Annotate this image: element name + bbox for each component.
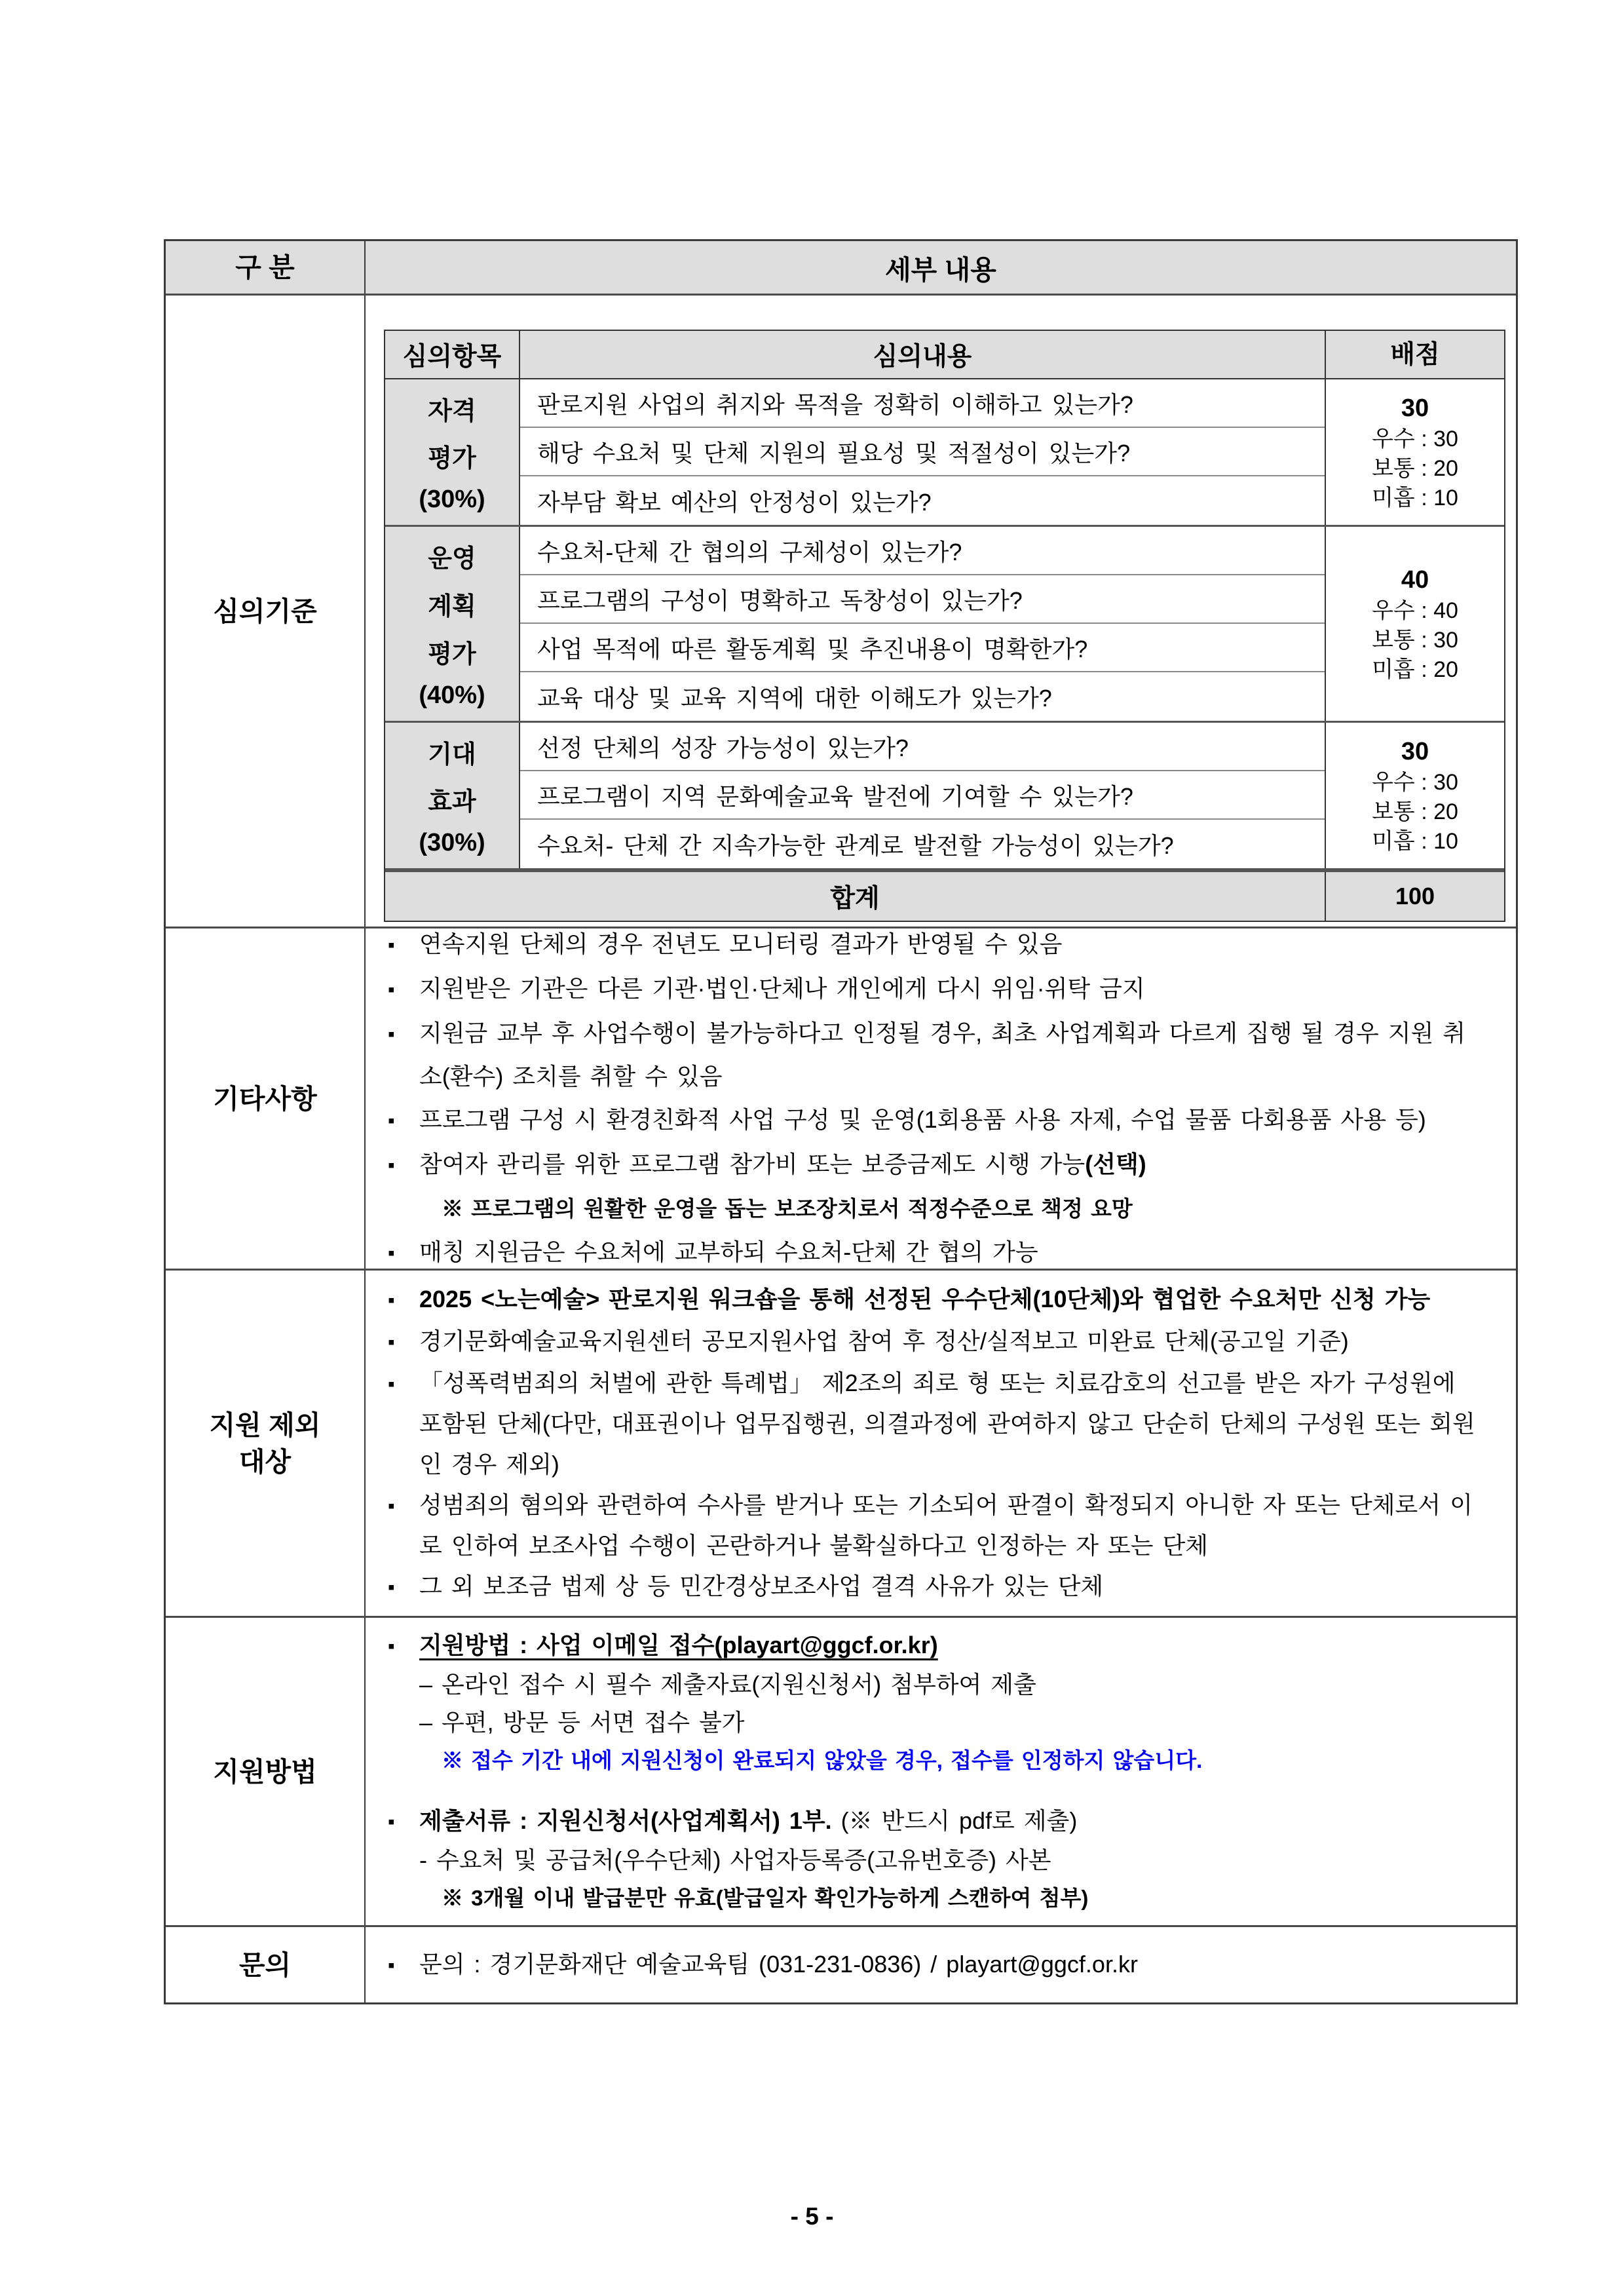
bullet-marker: ▪ [388, 1954, 395, 1976]
method-title: 지원방법 : 사업 이메일 접수(playart@ggcf.or.kr) [419, 1631, 938, 1658]
contact-content [366, 1927, 1516, 2002]
list-item-text: 매칭 지원금은 수요처에 교부하되 수요처-단체 간 협의 가능 [419, 1238, 1038, 1265]
list-item-text: 2025 <노는예술> 판로지원 워크숍을 통해 선정된 우수단체(10단체)와 협업한 수요처만 신청 가능 [419, 1285, 1431, 1312]
list-item [388, 1279, 1487, 1321]
list-item [388, 1321, 1487, 1363]
list-item [388, 1802, 1487, 1841]
section3-label-line: 기대 [428, 740, 476, 769]
method-content [366, 1618, 1516, 1925]
criteria-question: 해당 수요처 및 단체 지원의 필요성 및 적절성이 있는가? [520, 428, 1325, 476]
score-line: 우수 : 30 [1372, 769, 1458, 795]
inner-header-content: 심의내용 [520, 331, 1326, 378]
criteria-question: 수요처-단체 간 협의의 구체성이 있는가? [520, 527, 1325, 575]
bullet-marker: ▪ [388, 1331, 395, 1353]
bullet-marker: ▪ [388, 1373, 395, 1395]
bullet-marker: ▪ [388, 1635, 395, 1657]
sub-item: – 온라인 접수 시 필수 제출자료(지원신청서) 첨부하여 제출 [419, 1670, 1036, 1698]
criteria-question: 자부담 확보 예산의 안정성이 있는가? [537, 488, 932, 516]
documents-note: (※ 반드시 pdf로 제출) [831, 1807, 1078, 1834]
score-line: 미흡 : 20 [1372, 657, 1458, 682]
excluded-row [166, 1269, 1516, 1616]
list-item-text: 「성폭력범죄의 처벌에 관한 특례법」 제2조의 죄로 형 또는 치료감호의 선고를 받은 자가 구성원에 포함된 단체(다만, 대표권이나 업무집행권, 의결과정에 관여하지 않고 단순히 단체의 구성원 또는 회원인 경우 제외) [419, 1369, 1475, 1478]
section1-label-line: 평가 [428, 445, 476, 473]
etc-row [166, 927, 1516, 1269]
score-total: 30 [1401, 394, 1429, 422]
list-item-text: 경기문화예술교육지원센터 공모지원사업 참여 후 정산/실적보고 미완료 단체(공고일 기준) [419, 1327, 1349, 1354]
bullet-marker: ▪ [388, 978, 395, 1001]
bullet-marker: ▪ [388, 1576, 395, 1598]
list-item [388, 1566, 1487, 1608]
section3-label-line: 효과 [428, 788, 476, 816]
method-row-label: 지원방법 [166, 1618, 366, 1925]
etc-content [366, 928, 1516, 1269]
section1-questions [520, 379, 1326, 525]
list-item-text: 연속지원 단체의 경우 전년도 모니터링 결과가 반영될 수 있음 [419, 930, 1063, 957]
section2-label-line: 운영 [428, 545, 476, 573]
section1-label [385, 379, 520, 525]
list-item-text: 성범죄의 혐의와 관련하여 수사를 받거나 또는 기소되어 판결이 확정되지 아니한 자 또는 단체로서 이로 인하여 보조사업 수행이 곤란하거나 불확실하다고 인정하는 자 또는 단체 [419, 1491, 1473, 1559]
section2-label [385, 527, 520, 721]
excluded-content [366, 1271, 1516, 1616]
list-item-text: 지원금 교부 후 사업수행이 불가능하다고 인정될 경우, 최초 사업계획과 다르게 집행 될 경우 지원 취소(환수) 조치를 취할 수 있음 [419, 1019, 1466, 1090]
header-category-cell: 구 분 [166, 241, 366, 294]
section2-questions [520, 527, 1326, 721]
bullet-marker: ▪ [388, 1289, 395, 1311]
list-item [388, 1231, 1487, 1275]
criteria-row-label: 심의기준 [166, 296, 366, 927]
criteria-question: 프로그램이 지역 문화예술교육 발전에 기여할 수 있는가? [520, 771, 1325, 820]
list-item-text-bold: (선택) [1085, 1150, 1146, 1177]
header-detail-cell: 세부 내용 [885, 254, 996, 285]
bullet-marker: ▪ [388, 1154, 395, 1176]
list-item [388, 923, 1487, 967]
score-line: 보통 : 20 [1372, 455, 1458, 481]
section2-label-line: 평가 [428, 641, 476, 668]
score-total: 40 [1401, 565, 1429, 594]
list-item [388, 1143, 1487, 1187]
bullet-marker: ▪ [388, 1242, 395, 1264]
criteria-inner-header [385, 331, 1504, 379]
section3-score [1326, 723, 1504, 868]
table-header-row [166, 241, 1516, 294]
deadline-note: ※ 접수 기간 내에 지원신청이 완료되지 않았을 경우, 접수를 인정하지 않습니다. [442, 1748, 1203, 1772]
criteria-question: 교육 대상 및 교육 지역에 대한 이해도가 있는가? [537, 684, 1052, 712]
total-label: 합계 [385, 872, 1326, 921]
sub-item: - 수요처 및 공급처(우수단체) 사업자등록증(고유번호증) 사본 [419, 1846, 1051, 1873]
validity-note: ※ 3개월 이내 발급분만 유효(발급일자 확인가능하게 스캔하여 첨부) [442, 1885, 1089, 1910]
contact-row-label: 문의 [166, 1927, 366, 2002]
list-item [388, 1098, 1487, 1143]
excluded-label-line2: 대상 [238, 1446, 292, 1477]
criteria-row [166, 294, 1516, 927]
note-line: ※ 프로그램의 원활한 운영을 돕는 보조장치로서 적정수준으로 책정 요망 [442, 1196, 1133, 1221]
excluded-label-line1: 지원 제외 [209, 1409, 321, 1440]
section3-label-line: (30%) [419, 829, 485, 857]
score-line: 미흡 : 10 [1372, 828, 1458, 854]
list-item [388, 967, 1487, 1012]
total-value: 100 [1395, 883, 1435, 909]
section1-score [1326, 379, 1504, 525]
bullet-marker: ▪ [388, 934, 395, 956]
list-item [388, 1012, 1487, 1098]
criteria-question: 판로지원 사업의 취지와 목적을 정확히 이해하고 있는가? [520, 379, 1325, 428]
list-item [388, 1363, 1487, 1485]
section2-label-line: (40%) [419, 681, 485, 709]
criteria-content-cell [366, 296, 1516, 927]
method-row [166, 1616, 1516, 1925]
excluded-row-label [166, 1271, 366, 1616]
score-line: 미흡 : 10 [1372, 485, 1458, 510]
list-item-text: 그 외 보조금 법제 상 등 민간경상보조사업 결격 사유가 있는 단체 [419, 1572, 1104, 1599]
score-total: 30 [1401, 737, 1429, 765]
list-item-text: 지원받은 기관은 다른 기관·법인·단체나 개인에게 다시 위임·위탁 금지 [419, 974, 1145, 1002]
score-line: 보통 : 30 [1372, 627, 1458, 653]
criteria-question: 선정 단체의 성장 가능성이 있는가? [520, 723, 1325, 771]
bullet-marker: ▪ [388, 1023, 395, 1045]
main-table [164, 239, 1518, 2004]
section2-label-line: 계획 [428, 593, 476, 621]
list-item [388, 1626, 1487, 1666]
section2-score [1326, 527, 1504, 721]
criteria-question: 사업 목적에 따른 활동계획 및 추진내용이 명확한가? [520, 624, 1325, 672]
criteria-section-qualification [385, 379, 1504, 527]
score-line: 보통 : 20 [1372, 799, 1458, 824]
list-item-text-main: 참여자 관리를 위한 프로그램 참가비 또는 보증금제도 시행 가능 [419, 1150, 1086, 1177]
criteria-inner-table [384, 330, 1505, 922]
list-item-text [419, 1802, 1487, 1840]
etc-row-label: 기타사항 [166, 928, 366, 1269]
list-item-text [419, 1143, 1487, 1186]
inner-header-points: 배점 [1390, 340, 1440, 369]
criteria-question: 수요처- 단체 간 지속가능한 관계로 발전할 가능성이 있는가? [537, 832, 1174, 859]
section1-label-line: (30%) [419, 486, 485, 514]
criteria-section-operation [385, 527, 1504, 723]
section3-label [385, 723, 520, 868]
sub-item: – 우편, 방문 등 서면 접수 불가 [419, 1708, 745, 1736]
criteria-total-row [385, 870, 1504, 921]
section1-label-line: 자격 [428, 397, 476, 425]
bullet-marker: ▪ [388, 1810, 395, 1833]
list-item-text: 프로그램 구성 시 환경친화적 사업 구성 및 운영(1회용품 사용 자제, 수업 물품 다회용품 사용 등) [419, 1105, 1426, 1133]
bullet-marker: ▪ [388, 1495, 395, 1517]
list-item [388, 1948, 1487, 1982]
list-item [388, 1485, 1487, 1566]
bullet-marker: ▪ [388, 1109, 395, 1132]
criteria-question: 프로그램의 구성이 명확하고 독창성이 있는가? [520, 575, 1325, 624]
score-line: 우수 : 30 [1372, 426, 1458, 451]
page-number: - 5 - [790, 2203, 834, 2230]
section3-questions [520, 723, 1326, 868]
contact-row [166, 1925, 1516, 2002]
contact-text: 문의 : 경기문화재단 예술교육팀 (031-231-0836) / playart@ggcf.or.kr [419, 1950, 1138, 1978]
documents-title: 제출서류 : 지원신청서(사업계획서) 1부. [419, 1807, 832, 1834]
inner-header-item: 심의항목 [385, 331, 520, 378]
score-line: 우수 : 40 [1372, 598, 1458, 623]
criteria-section-effect [385, 723, 1504, 870]
